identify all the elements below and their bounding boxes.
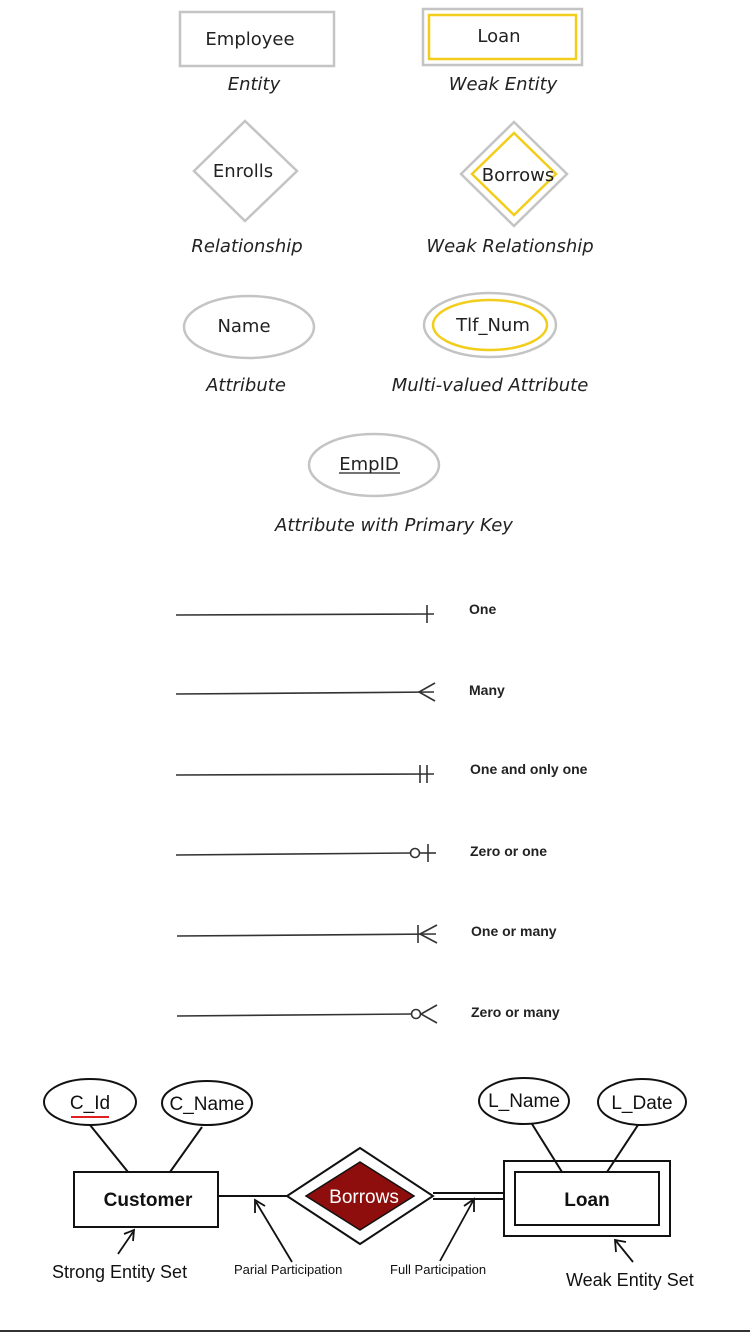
relationship-symbol <box>194 121 297 221</box>
full-participation-annotation: Full Participation <box>390 1262 487 1277</box>
weak-relationship-symbol-label: Borrows <box>481 165 555 186</box>
entity-loan-label: Loan <box>564 1190 610 1211</box>
cardinality-one-and-only-one <box>176 761 588 783</box>
attribute-c-id-label: C_Id <box>69 1093 111 1114</box>
key-attribute-symbol-label: EmpID <box>339 454 399 475</box>
cardinality-zero-or-many <box>177 1004 560 1023</box>
multivalued-attribute-symbol-label: Tlf_Num <box>456 315 530 336</box>
key-attribute-symbol <box>309 434 439 496</box>
attribute-symbol-label: Name <box>217 316 271 337</box>
relationship-borrows <box>287 1148 433 1244</box>
entity-symbol <box>180 12 334 66</box>
entity-customer <box>74 1172 218 1227</box>
weak-relationship-symbol <box>461 122 567 226</box>
multivalued-attribute-symbol <box>424 293 556 357</box>
entity-customer-label: Customer <box>103 1190 193 1211</box>
attribute-c-name <box>162 1081 252 1125</box>
entity-caption: Entity <box>227 74 281 95</box>
cardinality-zero-or-many-label: Zero or many <box>471 1004 560 1020</box>
cardinality-one <box>176 601 496 623</box>
relationship-symbol-label: Enrolls <box>212 161 274 182</box>
attribute-l-date-label: L_Date <box>611 1093 673 1114</box>
cardinality-one-or-many <box>177 923 557 943</box>
multivalued-attribute-caption: Multi-valued Attribute <box>391 375 589 396</box>
weak-entity-caption: Weak Entity <box>448 74 558 95</box>
attribute-l-date <box>598 1079 686 1125</box>
cardinality-many-label: Many <box>469 682 505 698</box>
attribute-caption: Attribute <box>206 375 286 396</box>
cardinality-zero-or-one-label: Zero or one <box>470 843 548 859</box>
weak-entity-symbol <box>423 9 582 65</box>
weak-entity-arrow <box>615 1240 633 1262</box>
attribute-l-name <box>479 1078 569 1124</box>
partial-participation-annotation: Parial Participation <box>234 1262 343 1277</box>
strong-entity-set-annotation: Strong Entity Set <box>52 1262 188 1282</box>
weak-entity-symbol-label: Loan <box>477 26 521 47</box>
weak-relationship-caption: Weak Relationship <box>426 236 594 257</box>
attribute-c-name-label: C_Name <box>169 1094 245 1115</box>
strong-entity-arrow <box>118 1230 134 1254</box>
key-attribute-caption: Attribute with Primary Key <box>275 515 513 536</box>
weak-entity-set-annotation: Weak Entity Set <box>566 1270 694 1290</box>
entity-loan <box>504 1161 670 1236</box>
cardinality-one-label: One <box>469 601 497 617</box>
partial-participation-arrow <box>255 1200 292 1262</box>
attribute-symbol <box>184 296 314 358</box>
attribute-l-name-label: L_Name <box>488 1091 560 1112</box>
attribute-c-id <box>44 1079 136 1125</box>
relationship-borrows-label: Borrows <box>329 1187 399 1208</box>
cardinality-zero-or-one <box>176 843 547 862</box>
entity-symbol-label: Employee <box>205 29 295 50</box>
relationship-caption: Relationship <box>191 236 303 257</box>
cardinality-many <box>176 682 505 701</box>
cardinality-one-and-only-one-label: One and only one <box>470 761 588 777</box>
full-participation-arrow <box>440 1199 474 1261</box>
cardinality-one-or-many-label: One or many <box>471 923 557 939</box>
